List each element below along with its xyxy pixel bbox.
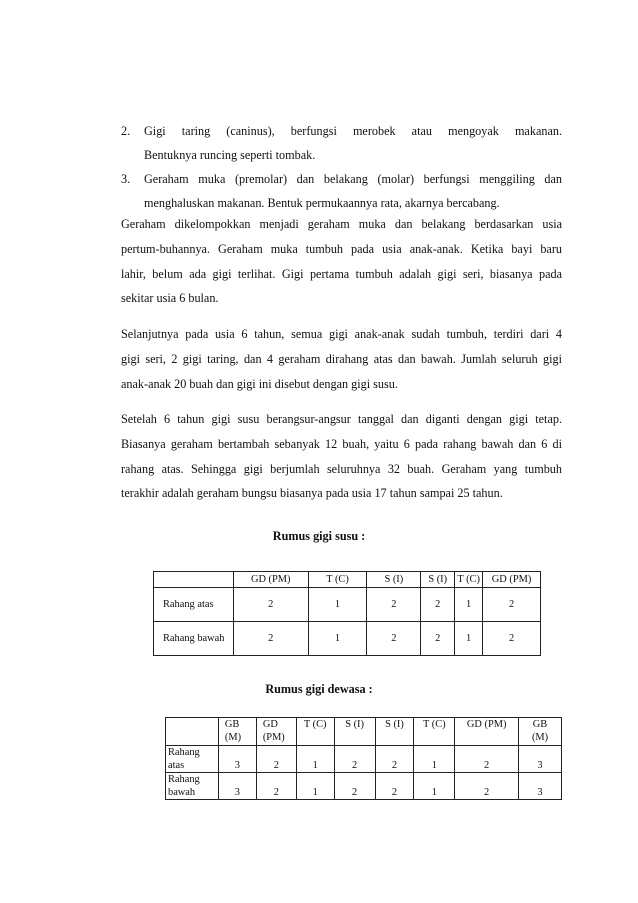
list-text-line: Geraham muka (premolar) dan belakang (molar) berfungsi menggiling dan xyxy=(144,172,562,186)
paragraph-line: Biasanya geraham bertambah sebanyak 12 buah, yaitu 6 pada rahang bawah dan 6 di xyxy=(121,436,562,451)
paragraph-line: lahir, belum ada gigi terlihat. Gigi pertama tumbuh adalah gigi seri, biasanya pada xyxy=(121,266,562,281)
table-gigi-susu xyxy=(153,571,541,656)
list-item xyxy=(121,119,562,167)
list-text-line: Gigi taring (caninus), berfungsi merobek atau mengoyak makanan. xyxy=(144,124,562,138)
table-row xyxy=(166,773,562,800)
table-cell: 3 xyxy=(218,773,256,800)
paragraph-line: pertum-buhannya. Geraham muka tumbuh pada usia anak-anak. Ketika bayi baru xyxy=(121,241,562,256)
table-header-cell: T (C) xyxy=(455,572,483,588)
table-gigi-dewasa xyxy=(165,717,562,800)
header-line: GD xyxy=(262,719,278,730)
table-cell: 3 xyxy=(218,746,256,773)
table-cell: 2 xyxy=(375,746,414,773)
row-label: Rahang atas xyxy=(154,588,234,622)
table-cell: 2 xyxy=(233,588,308,622)
row-label-line: Rahang xyxy=(168,747,200,758)
list-text-line: menghaluskan makanan. Bentuk permukaannya rata, akarnya bercabang. xyxy=(144,196,500,210)
list-number: 2. xyxy=(121,124,131,138)
table-header-row xyxy=(166,718,562,746)
header-line: S (I) xyxy=(345,719,364,730)
paragraph-line: terakhir adalah geraham bungsu biasanya pada usia 17 tahun sampai 25 tahun. xyxy=(121,486,503,501)
table-header-cell: GD (PM) xyxy=(483,572,541,588)
table-cell: 2 xyxy=(421,588,455,622)
header-line: (M) xyxy=(224,732,242,743)
table-cell: 1 xyxy=(296,746,334,773)
table-header-cell: S (I) xyxy=(367,572,421,588)
table-cell: 2 xyxy=(421,622,455,656)
table-header-cell: T (C) xyxy=(308,572,367,588)
table-cell: 3 xyxy=(519,746,562,773)
table-cell: 2 xyxy=(233,622,308,656)
header-line: (M) xyxy=(531,732,549,743)
header-line: (PM) xyxy=(262,732,285,743)
paragraph xyxy=(121,212,562,311)
table-cell: 2 xyxy=(455,746,519,773)
table-cell: 1 xyxy=(455,588,483,622)
header-line: GD (PM) xyxy=(466,719,507,730)
table-cell: 2 xyxy=(483,622,541,656)
header-line: T (C) xyxy=(423,719,446,730)
table-cell: 2 xyxy=(334,746,375,773)
table-cell: 1 xyxy=(308,588,367,622)
list-number: 3. xyxy=(121,172,131,186)
paragraph-line: gigi seri, 2 gigi taring, dan 4 geraham dirahang atas dan bawah. Jumlah seluruh gigi xyxy=(121,351,562,366)
table-row xyxy=(166,746,562,773)
row-label-line: atas xyxy=(168,760,185,771)
table-header-cell xyxy=(455,718,519,746)
row-label xyxy=(166,746,219,773)
table-header-cell xyxy=(218,718,256,746)
table-cell: 1 xyxy=(414,773,455,800)
table-header-cell xyxy=(256,718,296,746)
row-label-line: bawah xyxy=(168,787,196,798)
table-title-susu: Rumus gigi susu : xyxy=(272,529,366,543)
paragraph-line: Setelah 6 tahun gigi susu berangsur-angsur tanggal dan diganti dengan gigi tetap. xyxy=(121,412,562,426)
table-header-cell: S (I) xyxy=(421,572,455,588)
table-cell: 3 xyxy=(519,773,562,800)
table-cell: 2 xyxy=(334,773,375,800)
table-row xyxy=(154,588,541,622)
table-cell: 2 xyxy=(375,773,414,800)
table-header-cell xyxy=(414,718,455,746)
table-cell: 2 xyxy=(256,773,296,800)
row-label-line: Rahang xyxy=(168,774,200,785)
table-row xyxy=(154,622,541,656)
header-line: S (I) xyxy=(385,719,404,730)
table-cell: 1 xyxy=(308,622,367,656)
paragraph-line: sekitar usia 6 bulan. xyxy=(121,291,219,306)
table-header-cell xyxy=(154,572,234,588)
table-header-cell xyxy=(296,718,334,746)
table-header-row xyxy=(154,572,541,588)
table-cell: 1 xyxy=(455,622,483,656)
paragraph-line: Geraham dikelompokkan menjadi geraham muka dan belakang berdasarkan usia xyxy=(121,217,562,231)
table-cell: 2 xyxy=(483,588,541,622)
list-item xyxy=(121,167,562,215)
list-text-line: Bentuknya runcing seperti tombak. xyxy=(144,148,316,162)
table-header-cell xyxy=(334,718,375,746)
row-label xyxy=(166,773,219,800)
row-label: Rahang bawah xyxy=(154,622,234,656)
header-line: T (C) xyxy=(303,719,327,730)
table-title-dewasa: Rumus gigi dewasa : xyxy=(265,682,373,696)
paragraph xyxy=(121,322,562,396)
paragraph-line: anak-anak 20 buah dan gigi ini disebut dengan gigi susu. xyxy=(121,376,398,391)
table-cell: 1 xyxy=(296,773,334,800)
header-line: GB xyxy=(532,719,548,730)
table-cell: 2 xyxy=(367,622,421,656)
paragraph-line: Selanjutnya pada usia 6 tahun, semua gigi anak-anak sudah tumbuh, terdiri dari 4 xyxy=(121,327,562,341)
table-cell: 2 xyxy=(455,773,519,800)
paragraph xyxy=(121,407,562,506)
table-header-cell xyxy=(166,718,219,746)
table-header-cell: GD (PM) xyxy=(233,572,308,588)
table-cell: 2 xyxy=(367,588,421,622)
table-cell: 1 xyxy=(414,746,455,773)
numbered-list xyxy=(121,119,562,215)
header-line: GB xyxy=(224,719,240,730)
table-cell: 2 xyxy=(256,746,296,773)
table-header-cell xyxy=(375,718,414,746)
paragraph-line: rahang atas. Sehingga gigi berjumlah seluruhnya 32 buah. Geraham yang tumbuh xyxy=(121,461,562,476)
table-header-cell xyxy=(519,718,562,746)
